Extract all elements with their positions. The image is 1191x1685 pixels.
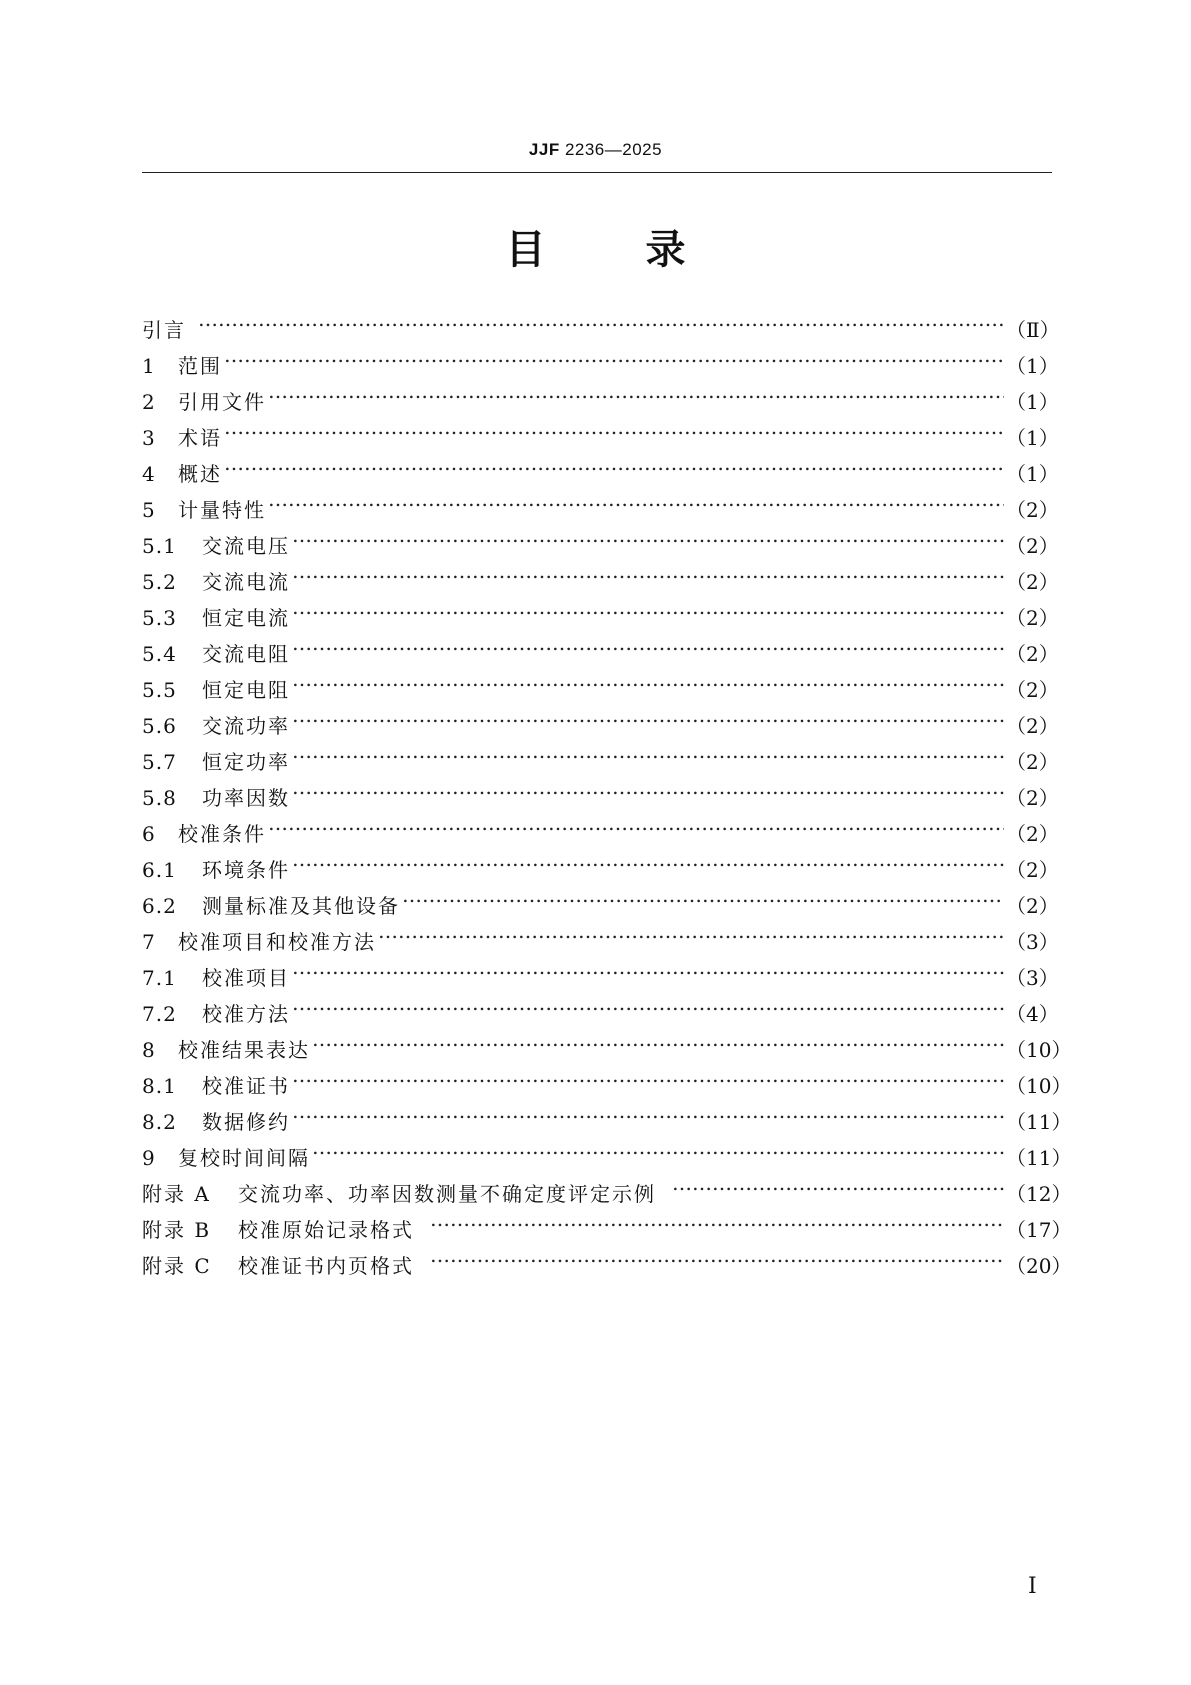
toc-entry-title: 校准证书内页格式 bbox=[238, 1254, 414, 1278]
toc-entry-page: （2） bbox=[1006, 534, 1059, 558]
toc-entry-page: （2） bbox=[1006, 750, 1059, 774]
toc-dot-leader bbox=[268, 805, 1004, 841]
toc-entry-page: （4） bbox=[1006, 1002, 1059, 1026]
toc-entry-title: 术语 bbox=[178, 426, 222, 450]
toc-dot-leader bbox=[292, 841, 1004, 877]
toc-entry[interactable] bbox=[142, 841, 1059, 882]
title-char-2: 录 bbox=[645, 227, 686, 273]
toc-entry-number: 8.2 bbox=[142, 1110, 177, 1134]
toc-entry-number: 6.1 bbox=[142, 858, 177, 882]
toc-entry-title: 校准结果表达 bbox=[178, 1038, 310, 1062]
toc-entry[interactable] bbox=[142, 301, 1060, 342]
toc-dot-leader bbox=[292, 517, 1004, 553]
toc-dot-leader bbox=[292, 769, 1004, 805]
toc-entry-title: 交流电流 bbox=[202, 570, 290, 594]
toc-entry-title: 复校时间间隔 bbox=[178, 1146, 310, 1170]
toc-dot-leader bbox=[292, 949, 1004, 985]
toc-entry-page: （11） bbox=[1006, 1146, 1072, 1170]
toc-entry-title: 校准证书 bbox=[202, 1074, 290, 1098]
toc-entry-title: 引言 bbox=[142, 318, 186, 342]
toc-entry-page: （2） bbox=[1006, 570, 1059, 594]
toc-entry-title: 交流功率、功率因数测量不确定度评定示例 bbox=[238, 1182, 656, 1206]
toc-entry-page: （2） bbox=[1006, 786, 1059, 810]
toc-entry-number: 5.4 bbox=[142, 642, 177, 666]
toc-entry-page: （1） bbox=[1006, 426, 1059, 450]
table-of-contents bbox=[142, 301, 1072, 1278]
toc-dot-leader bbox=[292, 985, 1004, 1021]
toc-entry[interactable] bbox=[142, 445, 1059, 486]
toc-dot-leader bbox=[292, 1057, 1004, 1093]
toc-entry-page: （12） bbox=[1006, 1182, 1072, 1206]
toc-dot-leader bbox=[292, 733, 1004, 769]
toc-entry-number: 7 bbox=[142, 930, 156, 954]
toc-entry[interactable] bbox=[142, 481, 1059, 522]
toc-entry-title: 校准项目和校准方法 bbox=[178, 930, 376, 954]
toc-entry-title: 校准项目 bbox=[202, 966, 290, 990]
toc-entry-number: 9 bbox=[142, 1146, 156, 1170]
toc-entry-number: 2 bbox=[142, 390, 156, 414]
toc-entry-number: 3 bbox=[142, 426, 156, 450]
title-char-1: 目 bbox=[505, 227, 546, 273]
toc-entry[interactable] bbox=[142, 805, 1059, 846]
toc-dot-leader bbox=[198, 301, 1004, 337]
toc-entry-title: 数据修约 bbox=[202, 1110, 290, 1134]
toc-entry-page: （3） bbox=[1006, 930, 1059, 954]
toc-dot-leader bbox=[430, 1237, 1004, 1273]
page-number: Ⅰ bbox=[1028, 1574, 1037, 1599]
toc-entry-title: 计量特性 bbox=[178, 498, 266, 522]
toc-dot-leader bbox=[292, 589, 1004, 625]
toc-entry-page: （2） bbox=[1006, 606, 1059, 630]
toc-entry-page: （17） bbox=[1006, 1218, 1072, 1242]
toc-entry-title: 引用文件 bbox=[178, 390, 266, 414]
toc-entry-title: 校准原始记录格式 bbox=[238, 1218, 414, 1242]
toc-entry-page: （11） bbox=[1006, 1110, 1072, 1134]
toc-entry-title: 交流电压 bbox=[202, 534, 290, 558]
toc-entry[interactable] bbox=[142, 517, 1059, 558]
toc-entry-number: 5.7 bbox=[142, 750, 177, 774]
toc-entry-page: （10） bbox=[1006, 1038, 1072, 1062]
toc-entry-number: 8.1 bbox=[142, 1074, 177, 1098]
toc-dot-leader bbox=[378, 913, 1004, 949]
toc-dot-leader bbox=[268, 373, 1004, 409]
toc-entry-page: （1） bbox=[1006, 354, 1059, 378]
toc-dot-leader bbox=[292, 1093, 1004, 1129]
toc-entry-number: 8 bbox=[142, 1038, 156, 1062]
toc-entry-page: （2） bbox=[1006, 714, 1059, 738]
toc-entry-title: 交流功率 bbox=[202, 714, 290, 738]
toc-entry-page: （2） bbox=[1006, 678, 1059, 702]
toc-entry-page: （1） bbox=[1006, 462, 1059, 486]
toc-dot-leader bbox=[292, 661, 1004, 697]
toc-entry-page: （2） bbox=[1006, 642, 1059, 666]
toc-entry-number: 5.6 bbox=[142, 714, 177, 738]
toc-entry-title: 交流电阻 bbox=[202, 642, 290, 666]
toc-entry-number: 5 bbox=[142, 498, 156, 522]
toc-dot-leader bbox=[430, 1201, 1004, 1237]
toc-entry-title: 恒定电阻 bbox=[202, 678, 290, 702]
toc-dot-leader bbox=[292, 625, 1004, 661]
toc-dot-leader bbox=[292, 697, 1004, 733]
toc-dot-leader bbox=[402, 877, 1004, 913]
standard-number: 2236—2025 bbox=[564, 140, 663, 159]
toc-entry-number: 7.2 bbox=[142, 1002, 177, 1026]
toc-dot-leader bbox=[292, 553, 1004, 589]
toc-entry-number: 5.1 bbox=[142, 534, 177, 558]
toc-entry-number: 附录 B bbox=[142, 1218, 212, 1242]
toc-entry[interactable] bbox=[142, 337, 1059, 378]
toc-entry-number: 5.3 bbox=[142, 606, 177, 630]
page-title bbox=[0, 218, 1191, 275]
toc-entry-page: （2） bbox=[1006, 858, 1059, 882]
toc-entry-number: 7.1 bbox=[142, 966, 177, 990]
toc-entry-page: （1） bbox=[1006, 390, 1059, 414]
toc-dot-leader bbox=[672, 1165, 1004, 1201]
toc-entry-page: （2） bbox=[1006, 894, 1059, 918]
toc-entry-title: 校准方法 bbox=[202, 1002, 290, 1026]
toc-entry-page: （20） bbox=[1006, 1254, 1072, 1278]
toc-entry-title: 功率因数 bbox=[202, 786, 290, 810]
toc-entry-number: 5.5 bbox=[142, 678, 177, 702]
toc-dot-leader bbox=[312, 1129, 1004, 1165]
toc-entry-page: （Ⅱ） bbox=[1006, 318, 1060, 342]
toc-dot-leader bbox=[224, 409, 1004, 445]
toc-entry-page: （10） bbox=[1006, 1074, 1072, 1098]
toc-entry-number: 6.2 bbox=[142, 894, 177, 918]
toc-entry-title: 恒定功率 bbox=[202, 750, 290, 774]
toc-dot-leader bbox=[224, 445, 1004, 481]
toc-entry[interactable] bbox=[142, 409, 1059, 450]
toc-entry-page: （2） bbox=[1006, 822, 1059, 846]
toc-entry-number: 4 bbox=[142, 462, 156, 486]
standard-prefix: JJF bbox=[528, 140, 560, 159]
toc-entry-number: 附录 C bbox=[142, 1254, 212, 1278]
toc-entry-title: 恒定电流 bbox=[202, 606, 290, 630]
toc-dot-leader bbox=[224, 337, 1004, 373]
toc-entry-number: 附录 A bbox=[142, 1182, 211, 1206]
toc-entry-title: 范围 bbox=[178, 354, 222, 378]
header-rule bbox=[142, 172, 1052, 173]
toc-entry-number: 5.2 bbox=[142, 570, 177, 594]
toc-entry-title: 环境条件 bbox=[202, 858, 290, 882]
toc-entry-page: （3） bbox=[1006, 966, 1059, 990]
toc-entry-number: 1 bbox=[142, 354, 156, 378]
toc-entry-page: （2） bbox=[1006, 498, 1059, 522]
toc-entry[interactable] bbox=[142, 373, 1059, 414]
toc-entry-number: 6 bbox=[142, 822, 156, 846]
toc-entry-title: 测量标准及其他设备 bbox=[202, 894, 400, 918]
document-header bbox=[0, 140, 1191, 160]
toc-dot-leader bbox=[268, 481, 1004, 517]
toc-entry-title: 校准条件 bbox=[178, 822, 266, 846]
toc-entry-title: 概述 bbox=[178, 462, 222, 486]
toc-entry-number: 5.8 bbox=[142, 786, 177, 810]
toc-dot-leader bbox=[312, 1021, 1004, 1057]
